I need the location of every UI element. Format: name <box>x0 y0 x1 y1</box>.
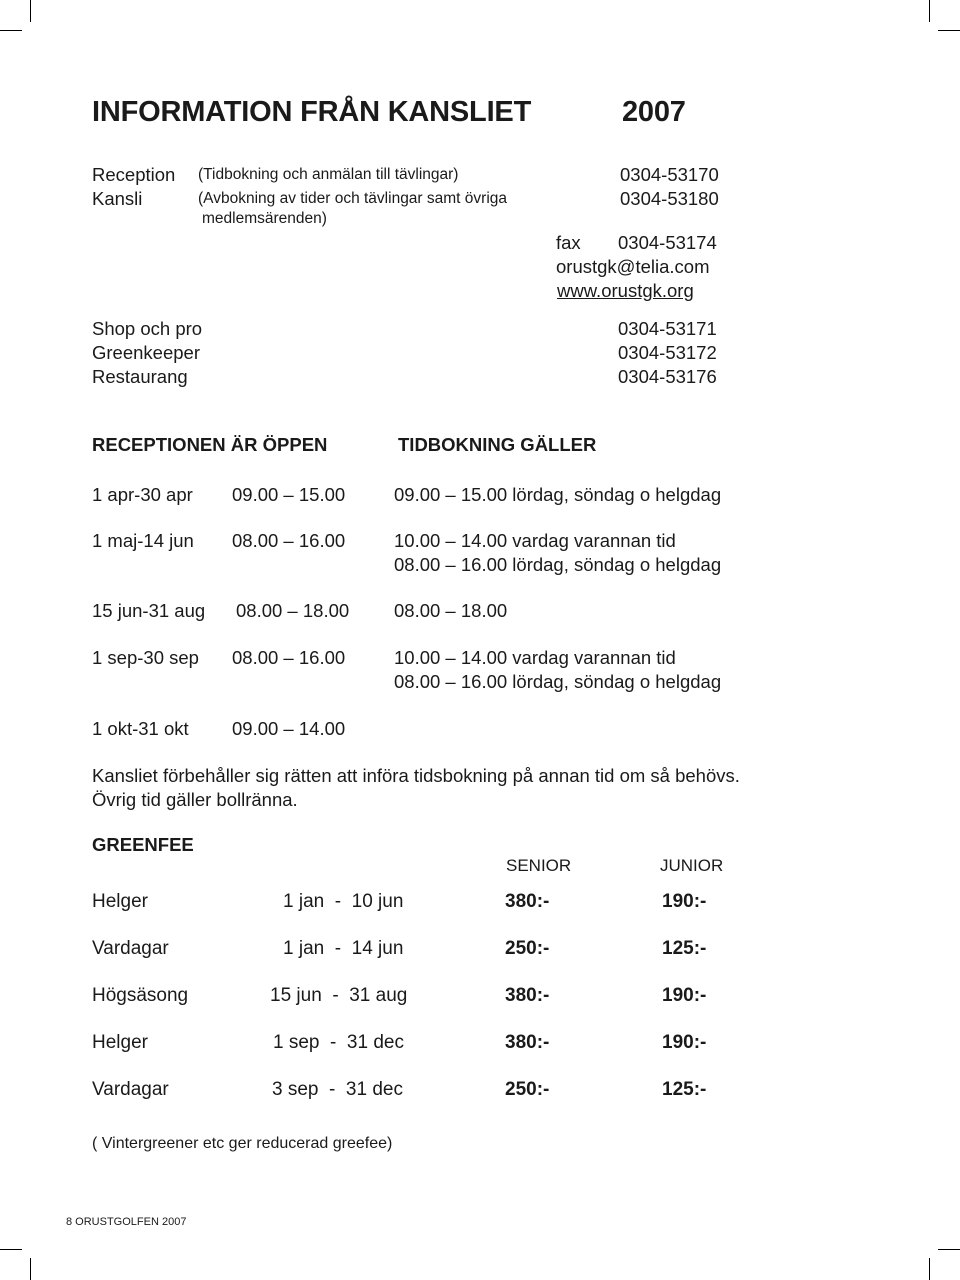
department-label: Shop och pro <box>92 318 203 339</box>
hours-booking: 09.00 – 15.00 lördag, söndag o helgdag <box>394 484 722 505</box>
greenfee-period: 3 sep - 31 dec <box>272 1079 403 1100</box>
greenfee-senior-price: 380:- <box>505 891 550 912</box>
hours-period: 1 apr-30 apr <box>92 484 193 505</box>
fax-label: fax <box>556 232 581 253</box>
crop-mark <box>938 1249 960 1250</box>
department-phone: 0304-53176 <box>618 366 717 387</box>
booking-note-line2: Övrig tid gäller bollränna. <box>92 789 298 810</box>
page-title-year: 2007 <box>622 96 686 128</box>
reception-label: Reception <box>92 164 176 185</box>
kansli-label: Kansli <box>92 188 143 209</box>
kansli-phone: 0304-53180 <box>620 188 719 209</box>
crop-mark <box>30 1258 31 1280</box>
hours-booking: 10.00 – 14.00 vardag varannan tid <box>394 647 676 668</box>
greenfee-label: Vardagar <box>92 1079 169 1100</box>
hours-open: 09.00 – 14.00 <box>232 718 346 739</box>
hours-period: 1 sep-30 sep <box>92 647 199 668</box>
greenfee-senior-price: 380:- <box>505 1032 550 1053</box>
email-address[interactable]: orustgk@telia.com <box>556 256 710 277</box>
hours-period: 1 maj-14 jun <box>92 530 194 551</box>
hours-open: 08.00 – 16.00 <box>232 647 346 668</box>
page-title: INFORMATION FRÅN KANSLIET <box>92 96 532 128</box>
hours-period: 15 jun-31 aug <box>92 600 206 621</box>
greenfee-label: Vardagar <box>92 938 169 959</box>
column-header-junior: JUNIOR <box>660 856 724 875</box>
crop-mark <box>929 0 930 22</box>
greenfee-label: Helger <box>92 891 148 912</box>
greenfee-junior-price: 125:- <box>662 1079 707 1100</box>
greenfee-period: 1 jan - 10 jun <box>283 891 404 912</box>
greenfee-label: Högsäsong <box>92 985 189 1006</box>
heading-reception-open: RECEPTIONEN ÄR ÖPPEN <box>92 434 328 455</box>
greenfee-period: 1 jan - 14 jun <box>283 938 404 959</box>
column-header-senior: SENIOR <box>506 856 572 875</box>
hours-booking: 08.00 – 16.00 lördag, söndag o helgdag <box>394 671 722 692</box>
crop-mark <box>929 1258 930 1280</box>
hours-open: 08.00 – 18.00 <box>236 600 350 621</box>
crop-mark <box>0 30 22 31</box>
crop-mark <box>0 1249 22 1250</box>
crop-mark <box>30 0 31 22</box>
greenfee-period: 1 sep - 31 dec <box>273 1032 404 1053</box>
greenfee-junior-price: 125:- <box>662 938 707 959</box>
hours-period: 1 okt-31 okt <box>92 718 189 739</box>
department-phone: 0304-53172 <box>618 342 717 363</box>
website-link[interactable]: www.orustgk.org <box>557 280 694 301</box>
page-footer: 8 ORUSTGOLFEN 2007 <box>66 1216 187 1228</box>
greenfee-period: 15 jun - 31 aug <box>270 985 408 1006</box>
hours-open: 09.00 – 15.00 <box>232 484 346 505</box>
greenfee-heading: GREENFEE <box>92 834 194 855</box>
fax-number: 0304-53174 <box>618 232 717 253</box>
greenfee-label: Helger <box>92 1032 148 1053</box>
department-label: Restaurang <box>92 366 188 387</box>
hours-booking: 08.00 – 16.00 lördag, söndag o helgdag <box>394 554 722 575</box>
department-phone: 0304-53171 <box>618 318 717 339</box>
greenfee-senior-price: 250:- <box>505 938 550 959</box>
reception-note: (Tidbokning och anmälan till tävlingar) <box>198 166 459 183</box>
greenfee-senior-price: 250:- <box>505 1079 550 1100</box>
greenfee-senior-price: 380:- <box>505 985 550 1006</box>
heading-booking: TIDBOKNING GÄLLER <box>398 434 597 455</box>
hours-open: 08.00 – 16.00 <box>232 530 346 551</box>
greenfee-junior-price: 190:- <box>662 985 707 1006</box>
crop-mark <box>938 30 960 31</box>
greenfee-note: ( Vintergreener etc ger reducerad greefee) <box>92 1135 393 1152</box>
greenfee-junior-price: 190:- <box>662 891 707 912</box>
hours-booking: 08.00 – 18.00 <box>394 600 508 621</box>
booking-note-line1: Kansliet förbehåller sig rätten att införa tidsbokning på annan tid om så behövs. <box>92 765 740 786</box>
reception-phone: 0304-53170 <box>620 164 719 185</box>
greenfee-junior-price: 190:- <box>662 1032 707 1053</box>
kansli-note-line1: (Avbokning av tider och tävlingar samt övriga <box>198 190 508 207</box>
department-label: Greenkeeper <box>92 342 200 363</box>
kansli-note-line2: medlemsärenden) <box>202 210 327 227</box>
hours-booking: 10.00 – 14.00 vardag varannan tid <box>394 530 676 551</box>
